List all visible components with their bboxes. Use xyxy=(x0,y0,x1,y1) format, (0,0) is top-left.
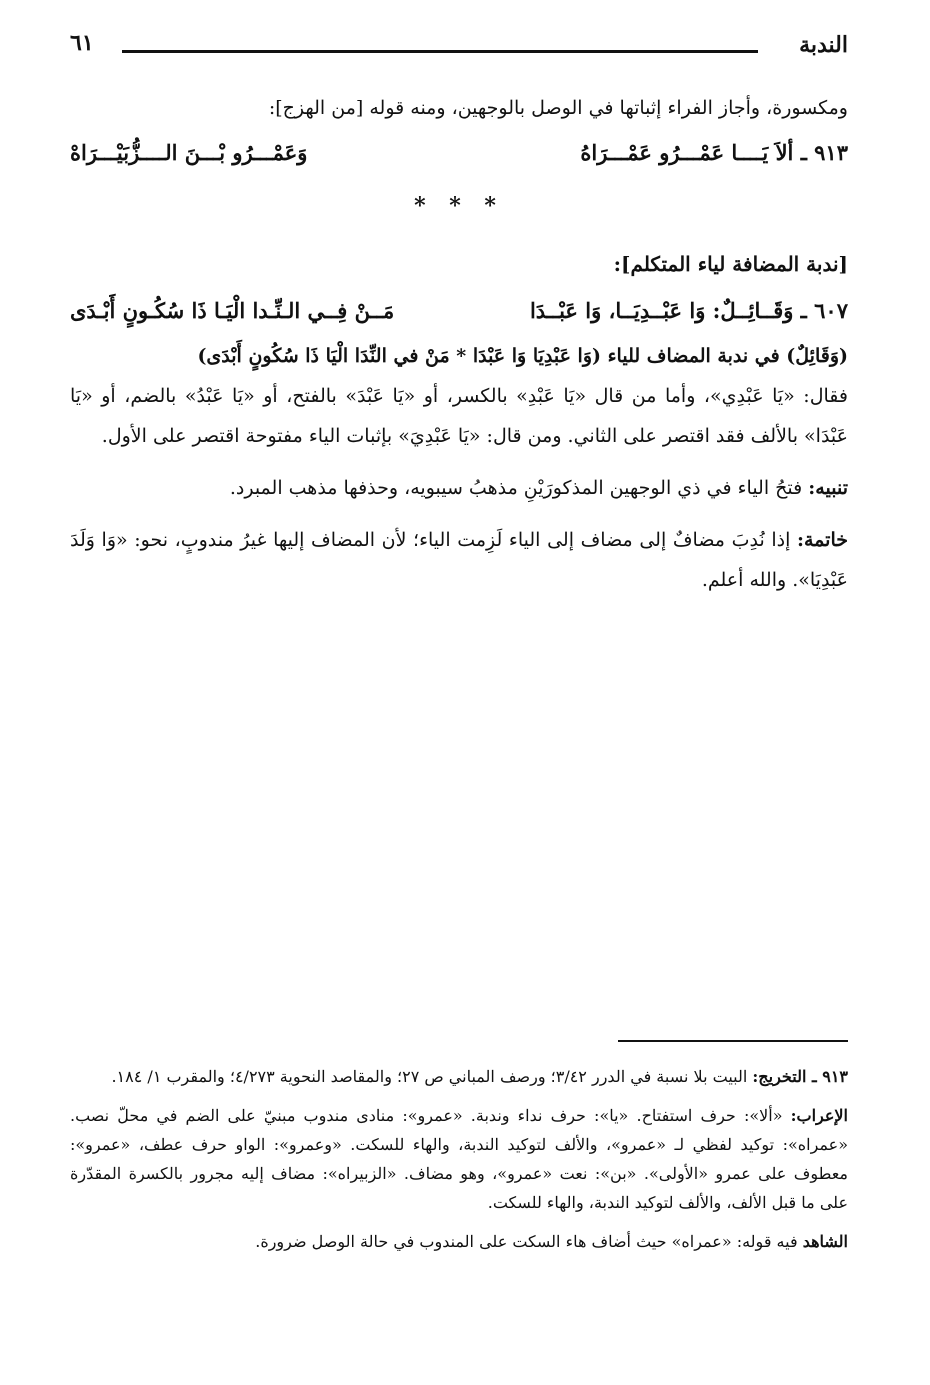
irab-text: «ألا»: حرف استفتاح. «يا»: حرف نداء وندبة. «عمرو»: منادى مندوب مبنيّ على الضم في محلّ نصب. «عمراه»: توكيد لفظي لـ «عمرو»، والألف لتوكيد الندبة، والهاء للسكت. «وعمرو»: الواو حرف عطف، «عمرو»: معطوف على عمرو «الأولى». «بن»: نعت «عمرو»، وهو مضاف. «الزبيراه»: مضاف إليه مجرور بالكسرة المقدّرة على ما قبل الألف، والألف لتوكيد الندبة، والهاء للسكت. xyxy=(70,1106,848,1212)
section-heading: [ندبة المضافة لياء المتكلم]: xyxy=(613,252,848,276)
commentary-lead: (وَقَائِلٌ) xyxy=(786,345,848,367)
takhrij-label: ٩١٣ ـ التخريج: xyxy=(752,1067,848,1086)
page-number: ٦١ xyxy=(70,30,94,56)
tanbih-text: فتحُ الياء في ذي الوجهين المذكورَيْنِ مذهبُ سيبويه، وحذفها مذهب المبرد. xyxy=(229,477,809,499)
paragraph-intro: ومكسورة، وأجاز الفراء إثباتها في الوصل بالوجهين، ومنه قوله [من الهزج]: xyxy=(268,97,848,119)
paragraph-commentary xyxy=(70,336,848,376)
paragraph-khatima xyxy=(70,520,848,600)
commentary-text: في ندبة المضاف للياء (وَا عَبْدِيَا وَا عَبْدَا * مَنْ في النِّدَا الْيَا ذَا سُكُونٍ أَبْدَى) xyxy=(197,345,787,367)
shahid-label: الشاهد xyxy=(802,1232,848,1251)
running-header xyxy=(70,28,848,68)
shahid-text: فيه قوله: «عمراه» حيث أضاف هاء السكت على المندوب في حالة الوصل ضرورة. xyxy=(255,1232,803,1251)
footnote-shahid xyxy=(70,1227,848,1256)
verse-913 xyxy=(70,128,848,178)
khatima-label: خاتمة: xyxy=(796,529,848,551)
paragraph-explanation: فقال: «يَا عَبْدِي»، وأما من قال «يَا عَبْدِ» بالكسر، أو «يَا عَبْدَ» بالفتح، أو «يَا عَبْدُ» بالضم، أو «يَا عَبْدَا» بالألف فقد اقتصر على الثاني. ومن قال: «يَا عَبْدِيَ» بإثبات الياء مفتوحة اقتصر على الأول. xyxy=(70,385,848,447)
verse-607-first-hemistich: ٦٠٧ ـ وَقَــائِــلٌ: وَا عَبْــدِيَــا، وَا عَبْــدَا xyxy=(529,298,848,323)
main-text xyxy=(70,88,848,600)
khatima-text: إذا نُدِبَ مضافٌ إلى مضاف إلى الياء لَزِمت الياء؛ لأن المضاف إليها غيرُ مندوبٍ، نحو: «وَا وَلَدَ عَبْدِيَا». والله أعلم. xyxy=(70,529,848,591)
section-separator: * * * xyxy=(414,193,504,219)
verse-913-second-hemistich: وَعَمْـــرُو بْـــنَ الــــزُّبَيْـــرَاهْ xyxy=(70,140,308,165)
footnote-irab xyxy=(70,1101,848,1217)
tanbih-label: تنبيه: xyxy=(808,477,848,499)
paragraph-tanbih xyxy=(70,468,848,508)
verse-913-first-hemistich: ٩١٣ ـ ألاَ يَــــا عَمْـــرُو عَمْـــرَاهُ xyxy=(580,140,848,165)
chapter-title: الندبة xyxy=(799,32,848,58)
verse-607-second-hemistich: مَــنْ فِــي الـنِّـدا الْيَـا ذَا سُكُـونٍ أَبْـدَى xyxy=(70,298,395,323)
verse-607 xyxy=(70,286,848,336)
footnote-takhrij xyxy=(70,1062,848,1091)
footnote-rule xyxy=(618,1040,848,1042)
footnotes xyxy=(70,1062,848,1256)
header-rule xyxy=(122,50,758,53)
takhrij-text: البيت بلا نسبة في الدرر ٣/٤٢؛ ورصف المباني ص ٢٧؛ والمقاصد النحوية ٤/٢٧٣؛ والمقرب ١/ ١٨٤. xyxy=(111,1067,753,1086)
irab-label: الإعراب: xyxy=(790,1106,848,1125)
